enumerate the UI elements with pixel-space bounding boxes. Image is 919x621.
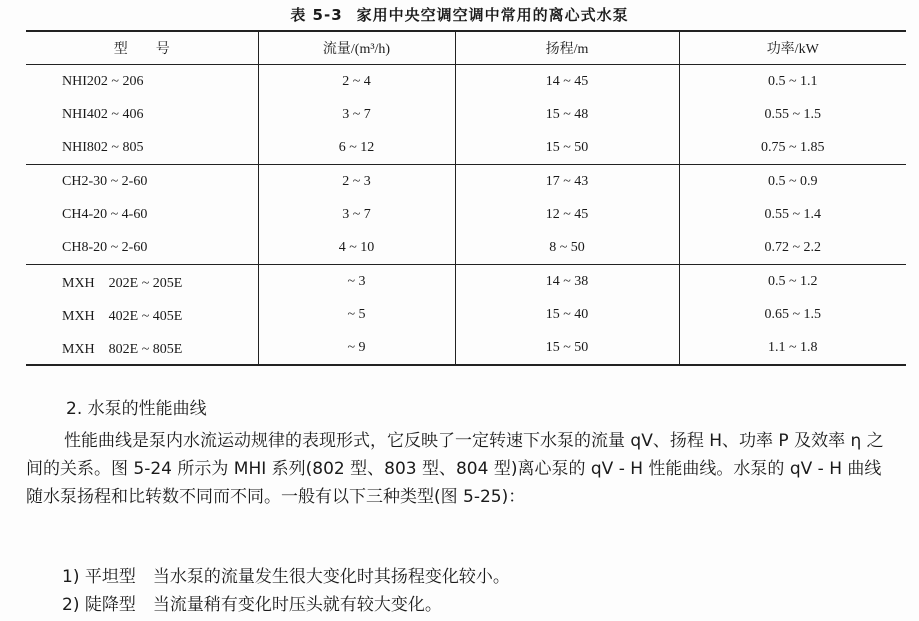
cell-head: 15 ~ 50	[455, 131, 679, 165]
cell-head: 15 ~ 48	[455, 98, 679, 131]
cell-flow: ~ 9	[258, 331, 455, 365]
paragraph-text: 性能曲线是泵内水流运动规律的表现形式，它反映了一定转速下水泵的流量 qV、扬程 H、功率 P 及效率 η 之间的关系。图 5-24 所示为 MHI 系列(802 型、803 型、804 型)离心泵的 qV - H 性能曲线。水泵的 qV - H 曲线随水泵扬程和比转数不同而不同。一般有以下三种类型(图 5-25)：	[26, 431, 884, 507]
cell-power: 0.5 ~ 0.9	[679, 165, 906, 199]
cell-head: 8 ~ 50	[455, 231, 679, 265]
cell-power: 0.5 ~ 1.1	[679, 65, 906, 99]
cell-power: 0.55 ~ 1.4	[679, 198, 906, 231]
table-row	[26, 65, 906, 99]
cell-model: MXH 402E ~ 405E	[62, 308, 183, 324]
cell-flow: 6 ~ 12	[258, 131, 455, 165]
cell-power: 0.5 ~ 1.2	[679, 265, 906, 299]
table-row	[26, 198, 906, 231]
section-heading: 2. 水泵的性能曲线	[66, 399, 207, 419]
cell-flow: 2 ~ 3	[258, 165, 455, 199]
table-row	[26, 165, 906, 199]
cell-power: 0.72 ~ 2.2	[679, 231, 906, 265]
cell-head: 15 ~ 50	[455, 331, 679, 365]
table-row	[26, 265, 906, 299]
cell-flow: 3 ~ 7	[258, 198, 455, 231]
cell-flow: ~ 5	[258, 298, 455, 331]
table-title: 家用中央空调空调中常用的离心式水泵	[356, 6, 629, 24]
cell-model: MXH 202E ~ 205E	[62, 275, 183, 291]
table-header-row	[26, 31, 906, 65]
table-group-ch	[26, 165, 906, 265]
list-item: 2) 陡降型 当流量稍有变化时压头就有较大变化。	[62, 595, 442, 615]
cell-model: CH8-20 ~ 2-60	[62, 239, 148, 255]
table-group-mxh	[26, 265, 906, 366]
header-power: 功率/kW	[679, 31, 906, 65]
table-row	[26, 331, 906, 365]
header-model: 型 号	[113, 42, 170, 57]
table-row	[26, 98, 906, 131]
cell-flow: 4 ~ 10	[258, 231, 455, 265]
pump-table	[26, 30, 906, 366]
table-row	[26, 298, 906, 331]
cell-flow: ~ 3	[258, 265, 455, 299]
cell-flow: 2 ~ 4	[258, 65, 455, 99]
cell-head: 14 ~ 45	[455, 65, 679, 99]
cell-power: 0.55 ~ 1.5	[679, 98, 906, 131]
cell-head: 12 ~ 45	[455, 198, 679, 231]
cell-head: 14 ~ 38	[455, 265, 679, 299]
body-paragraph	[26, 427, 896, 511]
table-number: 表 5-3	[290, 6, 343, 24]
cell-model: CH2-30 ~ 2-60	[62, 173, 148, 189]
cell-head: 17 ~ 43	[455, 165, 679, 199]
cell-power: 1.1 ~ 1.8	[679, 331, 906, 365]
cell-model: NHI402 ~ 406	[62, 106, 144, 122]
cell-model: NHI802 ~ 805	[62, 139, 144, 155]
cell-power: 0.65 ~ 1.5	[679, 298, 906, 331]
table-row	[26, 231, 906, 265]
cell-model: NHI202 ~ 206	[62, 73, 144, 89]
header-head: 扬程/m	[455, 31, 679, 65]
cell-power: 0.75 ~ 1.85	[679, 131, 906, 165]
cell-flow: 3 ~ 7	[258, 98, 455, 131]
header-flow: 流量/(m³/h)	[258, 31, 455, 65]
table-row	[26, 131, 906, 165]
table-caption	[0, 4, 919, 25]
cell-head: 15 ~ 40	[455, 298, 679, 331]
cell-model: CH4-20 ~ 4-60	[62, 206, 148, 222]
list-item: 1) 平坦型 当水泵的流量发生很大变化时其扬程变化较小。	[62, 567, 510, 587]
table-group-nhi	[26, 65, 906, 165]
cell-model: MXH 802E ~ 805E	[62, 341, 183, 357]
